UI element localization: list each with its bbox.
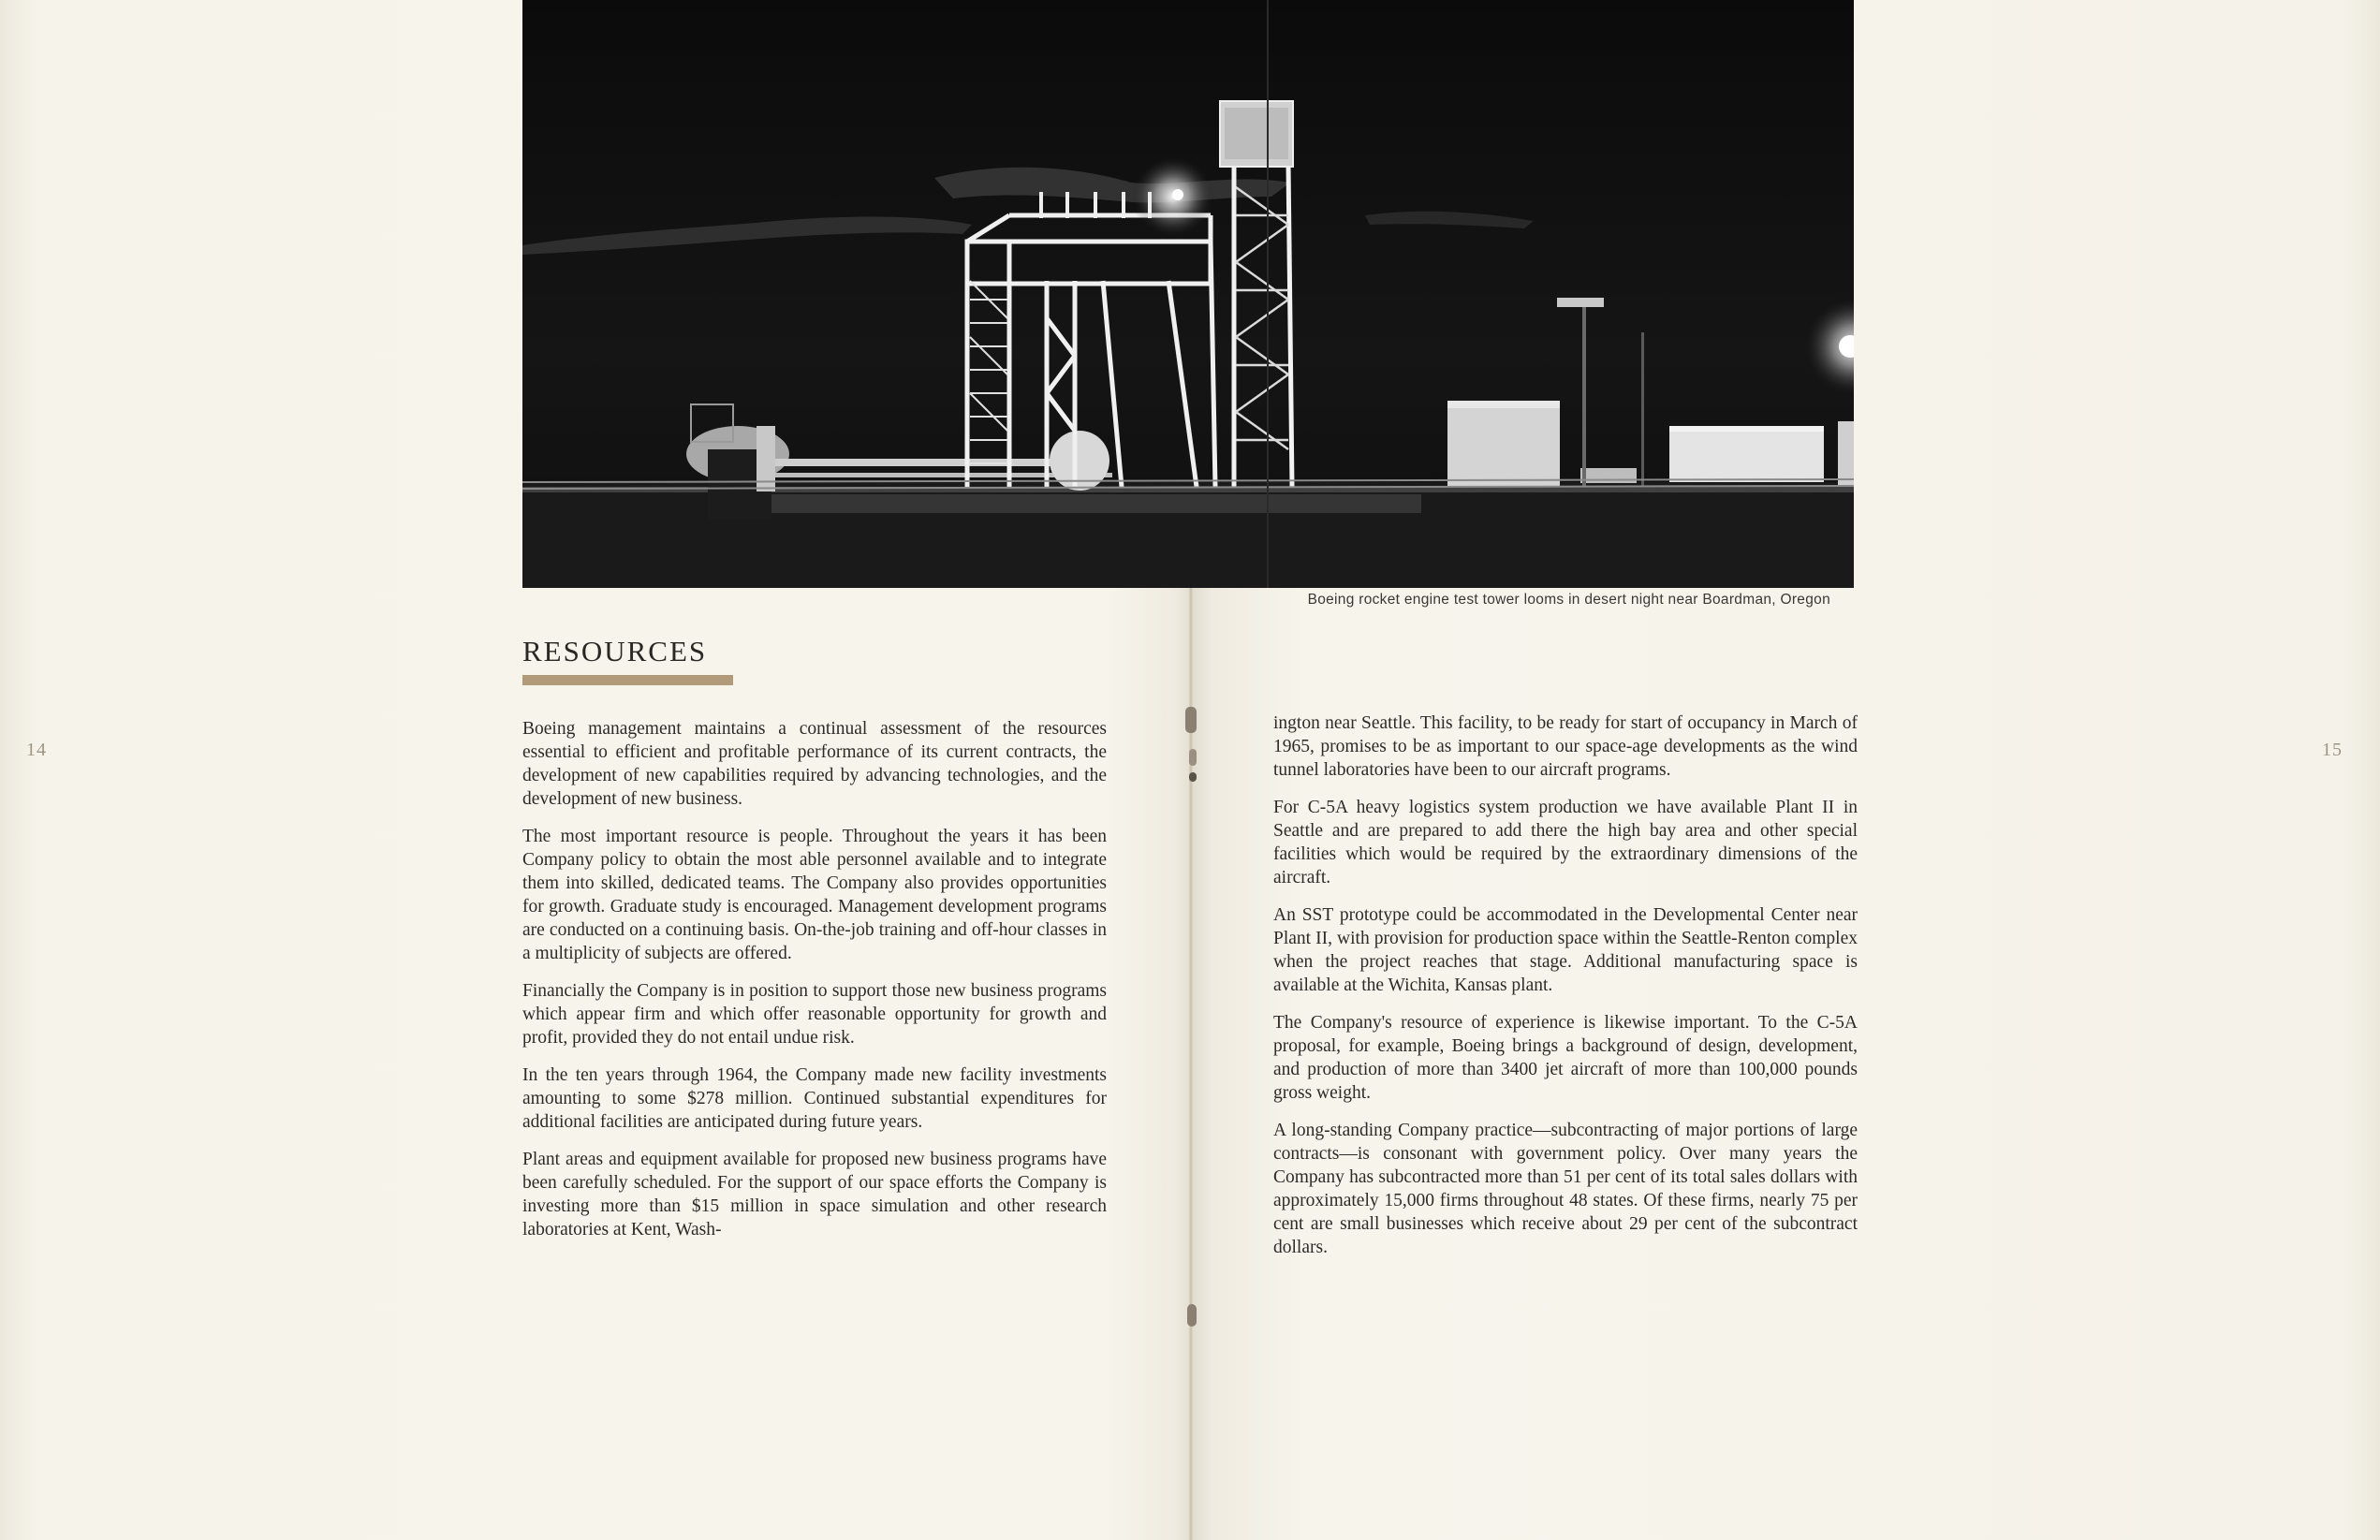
paragraph: An SST prototype could be accommodated in the Developmental Center near Plant II, with provision for production space within the Seattle-Renton complex when the project reaches that stage. Additional manufacturing space is available at the Wichita, Kansas plant. bbox=[1273, 905, 1858, 995]
paragraph: In the ten years through 1964, the Company made new facility investments amounting to some $278 million. Continued substantial expenditures for additional facilities are anticipated during future years. bbox=[522, 1065, 1107, 1132]
paragraph: The most important resource is people. Throughout the years it has been Company policy to obtain the most able personnel available and to integrate them into skilled, dedicated teams. The Company also provides opportunities for growth. Graduate study is encouraged. Management development programs are conducted on a continuing basis. On-the-job training and off-hour classes in a multiplicity of subjects are offered. bbox=[522, 827, 1107, 963]
right-text-column bbox=[1273, 711, 1858, 1273]
section-title: RESOURCES bbox=[522, 635, 708, 667]
photo-caption: Boeing rocket engine test tower looms in desert night near Boardman, Oregon bbox=[1307, 592, 1830, 608]
paragraph: A long-standing Company practice—subcontracting of major portions of large contracts—is consonant with government policy. Over many years the Company has subcontracted more than 51 per cent of its total sales dollars with approximately 15,000 firms throughout 48 states. Of these firms, nearly 75 per cent are small businesses which receive about 29 per cent of the subcontract dollars. bbox=[1273, 1121, 1858, 1257]
staple-mark bbox=[1189, 772, 1197, 782]
paragraph: Financially the Company is in position to support those new business programs which appear firm and which offer reasonable opportunity for growth and profit, provided they do not entail undue risk. bbox=[522, 981, 1107, 1048]
paragraph: ington near Seattle. This facility, to be ready for start of occupancy in March of 1965, promises to be as important to our space-age developments as the wind tunnel laboratories have been to our aircraft programs. bbox=[1273, 713, 1858, 780]
left-text-column bbox=[522, 717, 1107, 1255]
staple-mark bbox=[1185, 707, 1197, 733]
page-number-left: 14 bbox=[26, 740, 47, 760]
paragraph: Boeing management maintains a continual assessment of the resources essential to efficient and profitable performance of its current contracts, the development of new capabilities required by advancing technologies, and the development of new business. bbox=[522, 719, 1107, 809]
page-number-right: 15 bbox=[2322, 740, 2343, 760]
rocket-test-tower-photo bbox=[522, 0, 1854, 588]
paragraph: The Company's resource of experience is likewise important. To the C-5A proposal, for example, Boeing brings a background of design, development, and production of more than 3400 jet aircraft of more than 100,000 pounds gross weight. bbox=[1273, 1013, 1858, 1103]
photo-illustration bbox=[522, 0, 1854, 588]
paragraph: For C-5A heavy logistics system production we have available Plant II in Seattle and are prepared to add there the high bay area and other special facilities which would be required by the extraordinary dimensions of the aircraft. bbox=[1273, 798, 1858, 887]
paragraph: Plant areas and equipment available for proposed new business programs have been carefully scheduled. For the support of our space efforts the Company is investing more than $15 million in space simulation and other research laboratories at Kent, Wash- bbox=[522, 1150, 1107, 1239]
staple-mark bbox=[1189, 749, 1197, 766]
staple-mark bbox=[1187, 1304, 1197, 1327]
title-underline-rule bbox=[522, 675, 733, 685]
